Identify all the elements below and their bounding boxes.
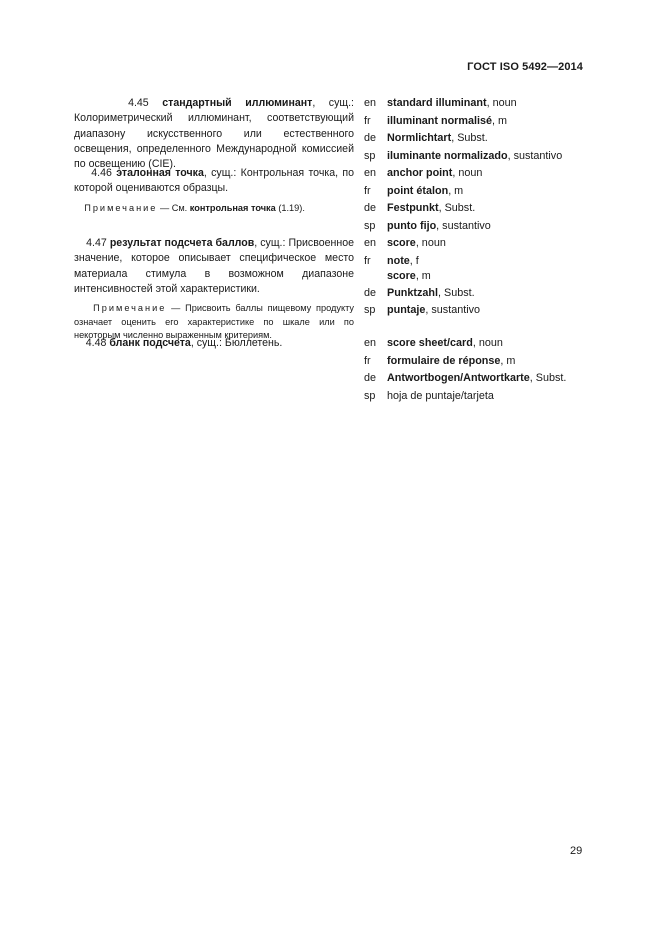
translation-pos: , m: [448, 184, 464, 197]
translation-row: [364, 336, 503, 354]
lang-code: sp: [364, 149, 376, 162]
translation-pos: , m: [500, 354, 516, 367]
translation-pos: , m: [492, 114, 507, 127]
lang-code: sp: [364, 389, 376, 402]
translation-row: [364, 389, 494, 407]
translations-4-47: [364, 236, 481, 321]
entry-text: Присвоенное значение, которое описывает специфическое место материала стимула в возможном диапазоне интенсивностей этой характеристики.: [74, 237, 354, 295]
translation-row: [364, 354, 516, 372]
translation-term: score sheet/card: [387, 337, 473, 349]
translation-term: punto fijo: [387, 219, 437, 232]
translation-row: [364, 166, 483, 184]
lang-code: fr: [364, 354, 371, 367]
note-term: контрольная точка: [189, 202, 276, 213]
note-text: — Присвоить баллы пищевому продукту означает оценить его характеристике по шкале или по некоторым численно выраженным критериям.: [74, 303, 354, 340]
translation-term: formulaire de réponse: [387, 354, 501, 367]
translations-4-46: [364, 166, 491, 236]
note-label: Примечание: [93, 303, 167, 314]
translations-4-48: [364, 336, 567, 406]
lang-code: fr: [364, 114, 371, 127]
entry-term: бланк подсчета: [109, 337, 191, 349]
translation-term: score: [387, 269, 416, 282]
translation-pos: , sustantivo: [436, 219, 491, 232]
lang-code: sp: [364, 219, 376, 232]
lang-code: fr: [364, 254, 371, 267]
translation-row: [364, 96, 517, 114]
entry-definition: [74, 336, 354, 351]
translation-row: [364, 371, 567, 389]
translation-term: Normlichtart: [387, 132, 452, 145]
translation-row: [364, 254, 431, 286]
translation-pos: , noun: [472, 337, 503, 349]
translation-row: [364, 184, 464, 202]
entry-pos: , сущ.:: [190, 337, 222, 349]
entry-definition: [74, 236, 354, 297]
translation-row: [364, 201, 476, 219]
lang-code: en: [364, 337, 377, 349]
translation-pos: , f: [409, 254, 419, 267]
note-label: Примечание: [84, 202, 158, 213]
page-number: 29: [570, 845, 583, 857]
translation-row: [364, 149, 563, 167]
lang-code: de: [364, 286, 377, 299]
entry-pos: , сущ.:: [254, 237, 286, 249]
translation-pos: , m: [415, 269, 431, 282]
translation-row: [364, 236, 446, 254]
translation-term: standard illuminant: [387, 97, 487, 109]
entry-4-45: [74, 96, 354, 172]
translation-term: Punktzahl: [387, 286, 438, 299]
entry-text: Контрольная точка, по которой оцениваются образцы.: [74, 167, 355, 195]
translation-row: [364, 286, 475, 304]
translation-row: [364, 131, 488, 149]
translation-pos: hoja de puntaje/tarjeta: [387, 389, 494, 402]
translation-term: point étalon: [387, 184, 449, 197]
note-text: (1.19).: [275, 202, 305, 213]
translation-term: puntaje: [387, 304, 426, 317]
entry-text: Бюллетень.: [221, 337, 283, 349]
entry-pos: , сущ.:: [203, 167, 237, 179]
lang-code: en: [364, 237, 377, 249]
translation-term: Festpunkt: [387, 202, 439, 215]
entry-definition: [74, 96, 354, 172]
entry-number: 4.45: [128, 97, 149, 109]
entry-term: результат подсчета баллов: [109, 237, 255, 249]
translation-pos: , noun: [415, 237, 446, 249]
entry-pos: , сущ.:: [312, 97, 354, 109]
entry-definition: [74, 166, 354, 197]
translation-term: Antwortbogen/Antwortkarte: [387, 372, 530, 385]
translation-pos: , Subst.: [529, 372, 567, 385]
translation-pos: , noun: [486, 97, 517, 109]
entry-number: 4.47: [86, 237, 107, 249]
translation-pos: , sustantivo: [425, 304, 481, 317]
translation-pos: , Subst.: [438, 286, 475, 299]
entry-term: эталонная точка: [116, 167, 204, 179]
translation-pos: , Subst.: [451, 132, 488, 145]
translation-term: score: [387, 237, 416, 249]
lang-code: sp: [364, 304, 376, 317]
document-standard-header: ГОСТ ISO 5492—2014: [467, 61, 583, 73]
lang-code: en: [364, 167, 377, 179]
note-text: — См.: [157, 202, 190, 213]
entry-number: 4.46: [91, 167, 112, 179]
translation-pos: , Subst.: [438, 202, 476, 215]
entry-text: Колориметрический иллюминант, соответствующий диапазону искусственного или естественного освещения, определенного Международной комиссией по освещению (CIE).: [74, 112, 354, 171]
entry-4-46: [74, 166, 354, 215]
lang-code: fr: [364, 184, 371, 197]
entry-term: стандартный иллюминант: [162, 97, 313, 109]
lang-code: de: [364, 202, 377, 215]
translations-4-45: [364, 96, 563, 166]
lang-code: de: [364, 132, 377, 145]
translation-pos: , noun: [452, 167, 483, 179]
translation-term: note: [387, 254, 410, 267]
translation-term: iluminante normalizado: [387, 149, 508, 162]
translation-term: anchor point: [387, 167, 453, 179]
translation-row: [364, 303, 481, 321]
translation-row: [364, 114, 507, 132]
entry-4-48: [74, 336, 354, 351]
translation-row: [364, 219, 491, 237]
lang-code: de: [364, 372, 377, 385]
lang-code: en: [364, 97, 377, 109]
translation-term: illuminant normalisé: [387, 114, 492, 127]
entry-note: [74, 202, 354, 215]
entry-4-47: [74, 236, 354, 342]
entry-number: 4.48: [85, 337, 107, 349]
translation-pos: , sustantivo: [507, 149, 563, 162]
